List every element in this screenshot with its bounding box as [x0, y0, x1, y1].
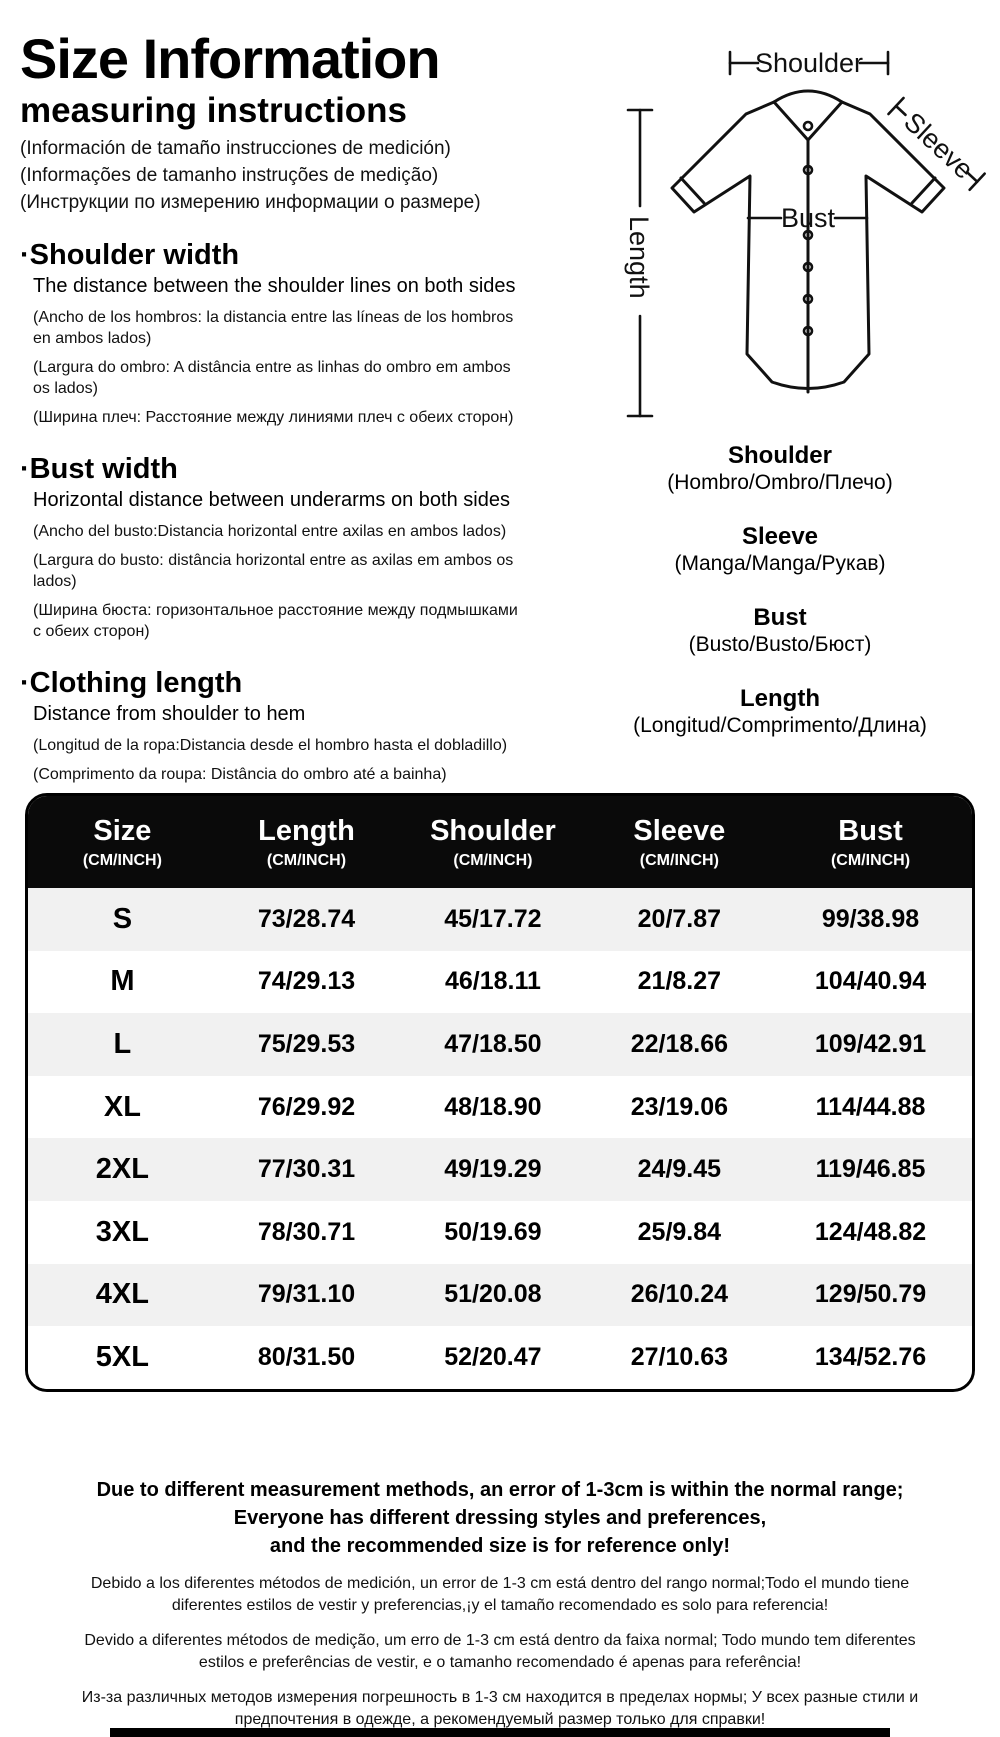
diagram-bust-label: Bust [780, 203, 836, 233]
measurement-cell: 26/10.24 [630, 1280, 729, 1309]
shirt-illustration [560, 18, 1000, 428]
diagram-length-label: Length [624, 216, 654, 299]
section-bust-width [20, 452, 548, 642]
column-unit: (CM/INCH) [266, 851, 347, 869]
measurement-cell: 73/28.74 [257, 904, 356, 933]
size-cell: 3XL [95, 1215, 149, 1248]
measurement-cell: 129/50.79 [814, 1280, 927, 1309]
measurement-cell: 74/29.13 [257, 967, 356, 996]
column-unit: (CM/INCH) [453, 851, 533, 869]
header [20, 28, 555, 219]
measurement-cell: 22/18.66 [630, 1029, 729, 1058]
disclaimer-es: Debido a los diferentes métodos de medición, un error de 1-3 cm está dentro del rango normal;Todo el mundo tiene diferentes estilos de vestir y preferencias,¡y el tamaño recomendado es solo para referencia! [90, 1575, 910, 1614]
measurement-cell: 49/19.29 [444, 1155, 542, 1184]
diagram-shoulder-label: Shoulder [754, 48, 864, 78]
legend-translation: (Manga/Manga/Рукав) [674, 552, 886, 575]
disclaimer-en-line: and the recommended size is for reference only! [269, 1535, 731, 1557]
column-header-size [28, 796, 217, 888]
measurement-cell: 114/44.88 [815, 1092, 926, 1121]
measurement-cell: 52/20.47 [444, 1342, 542, 1371]
column-label: Sleeve [633, 814, 726, 847]
size-table [28, 796, 972, 1389]
measurement-cell: 76/29.92 [257, 1092, 356, 1121]
legend-shoulder [560, 442, 1000, 496]
size-table-header-row [28, 796, 972, 888]
measurement-cell: 119/46.85 [815, 1155, 926, 1184]
size-cell: 5XL [95, 1340, 149, 1373]
section-translation-ru: (Ширина плеч: Расстояние между линиями плеч с обеих сторон) [33, 409, 514, 426]
column-unit: (CM/INCH) [639, 851, 719, 869]
section-translation-pt: (Largura do ombro: A distância entre as linhas do ombro em ambos os lados) [33, 359, 511, 397]
legend-name: Length [740, 685, 820, 712]
size-cell: S [112, 902, 133, 935]
measurement-cell: 47/18.50 [444, 1029, 542, 1058]
subtitle-translation-pt: (Informações de tamanho instruções de medição) [20, 165, 439, 186]
column-header-sleeve [590, 796, 769, 888]
size-cell: L [113, 1027, 132, 1060]
section-translation-es: (Ancho de los hombros: la distancia entre las líneas de los hombros en ambos lados) [33, 309, 514, 347]
column-label: Bust [838, 814, 903, 847]
disclaimer [0, 1476, 1000, 1731]
measurement-cell: 20/7.87 [637, 904, 722, 933]
column-header-length [217, 796, 396, 888]
page-title: Size Information [20, 27, 440, 90]
legend-sleeve [560, 523, 1000, 577]
measurement-cell: 48/18.90 [444, 1092, 542, 1121]
size-cell: XL [103, 1090, 141, 1123]
column-header-shoulder [396, 796, 590, 888]
section-translation-ru: (Ширина бюста: горизонтальное расстояние между подмышками с обеих сторон) [33, 602, 518, 640]
measurement-cell: 134/52.76 [814, 1342, 927, 1371]
section-description: Distance from shoulder to hem [33, 703, 306, 725]
section-clothing-length [20, 666, 548, 814]
column-header-bust [769, 796, 972, 888]
measurement-cell: 23/19.06 [630, 1092, 729, 1121]
table-row [28, 1013, 972, 1076]
column-unit: (CM/INCH) [830, 851, 911, 869]
section-translation-es: (Longitud de la ropa:Distancia desde el hombro hasta el dobladillo) [33, 737, 508, 754]
page-subtitle: measuring instructions [20, 91, 408, 130]
measurement-cell: 27/10.63 [630, 1342, 729, 1371]
legend-name: Bust [753, 604, 807, 631]
shirt-diagram [560, 18, 1000, 766]
legend-bust [560, 604, 1000, 658]
measurement-cell: 21/8.27 [637, 967, 722, 996]
diagram-legend [560, 442, 1000, 739]
section-translation-pt: (Comprimento da roupa: Distância do ombro até a bainha) [33, 766, 447, 783]
table-row [28, 1326, 972, 1389]
legend-translation: (Longitud/Comprimento/Длина) [633, 714, 927, 737]
section-heading: ·Bust width [20, 453, 178, 485]
disclaimer-pt: Devido a diferentes métodos de medição, um erro de 1-3 cm está dentro da faixa normal; Todo mundo tem diferentes estilos e preferências de vestir, e o tamanho recomendado é apenas para referência! [84, 1632, 916, 1671]
section-translation-pt: (Largura do busto: distância horizontal entre as axilas em ambos os lados) [33, 552, 514, 590]
column-unit: (CM/INCH) [82, 851, 162, 869]
table-row [28, 888, 972, 951]
table-row [28, 951, 972, 1014]
subtitle-translation-ru: (Инструкции по измерению информации о размере) [20, 192, 481, 213]
section-description: Horizontal distance between underarms on both sides [33, 489, 510, 511]
legend-name: Shoulder [727, 442, 832, 469]
measurement-cell: 78/30.71 [257, 1217, 356, 1246]
size-table-wrap [25, 793, 975, 1392]
measurement-cell: 124/48.82 [814, 1217, 927, 1246]
legend-translation: (Hombro/Ombro/Плечо) [667, 471, 893, 494]
column-label: Shoulder [430, 814, 556, 847]
section-heading: ·Shoulder width [20, 239, 240, 271]
measurement-cell: 24/9.45 [637, 1155, 722, 1184]
bottom-divider-bar [110, 1728, 890, 1737]
measuring-sections [20, 238, 548, 838]
section-heading: ·Clothing length [20, 667, 243, 699]
legend-translation: (Busto/Busto/Бюст) [688, 633, 872, 656]
measurement-cell: 25/9.84 [637, 1217, 722, 1246]
section-translation-es: (Ancho del busto:Distancia horizontal entre axilas en ambos lados) [33, 523, 507, 540]
measurement-cell: 104/40.94 [814, 967, 927, 996]
table-row [28, 1076, 972, 1139]
table-row [28, 1264, 972, 1327]
measurement-cell: 50/19.69 [444, 1217, 542, 1246]
column-label: Length [258, 814, 355, 847]
measurement-cell: 99/38.98 [821, 904, 920, 933]
legend-length [560, 685, 1000, 739]
legend-name: Sleeve [741, 523, 819, 550]
size-cell: 2XL [95, 1153, 149, 1186]
measurement-cell: 109/42.91 [814, 1029, 927, 1058]
measurement-cell: 51/20.08 [444, 1280, 542, 1309]
section-shoulder-width [20, 238, 548, 428]
table-row [28, 1201, 972, 1264]
measurement-cell: 75/29.53 [257, 1029, 356, 1058]
diagram-sleeve-label: Sleeve [898, 106, 980, 185]
size-cell: 4XL [95, 1278, 149, 1311]
subtitle-translation-es: (Información de tamaño instrucciones de medición) [20, 138, 451, 159]
measurement-cell: 77/30.31 [257, 1155, 356, 1184]
disclaimer-en-line: Due to different measurement methods, an error of 1-3cm is within the normal range; [96, 1479, 904, 1501]
measurement-cell: 45/17.72 [444, 904, 542, 933]
size-table-body [28, 888, 972, 1389]
disclaimer-ru: Из-за различных методов измерения погрешность в 1-3 см находится в пределах нормы; У всех разные стили и предпочтения в одежде, а рекомендуемый размер только для справки! [81, 1689, 919, 1728]
measurement-cell: 79/31.10 [257, 1280, 356, 1309]
size-cell: M [110, 965, 135, 998]
disclaimer-en [0, 1476, 1000, 1560]
section-description: The distance between the shoulder lines on both sides [33, 275, 516, 297]
measurement-cell: 80/31.50 [257, 1342, 356, 1371]
column-label: Size [93, 814, 152, 847]
measurement-cell: 46/18.11 [444, 967, 541, 996]
disclaimer-en-line: Everyone has different dressing styles and preferences, [233, 1507, 767, 1529]
table-row [28, 1138, 972, 1201]
